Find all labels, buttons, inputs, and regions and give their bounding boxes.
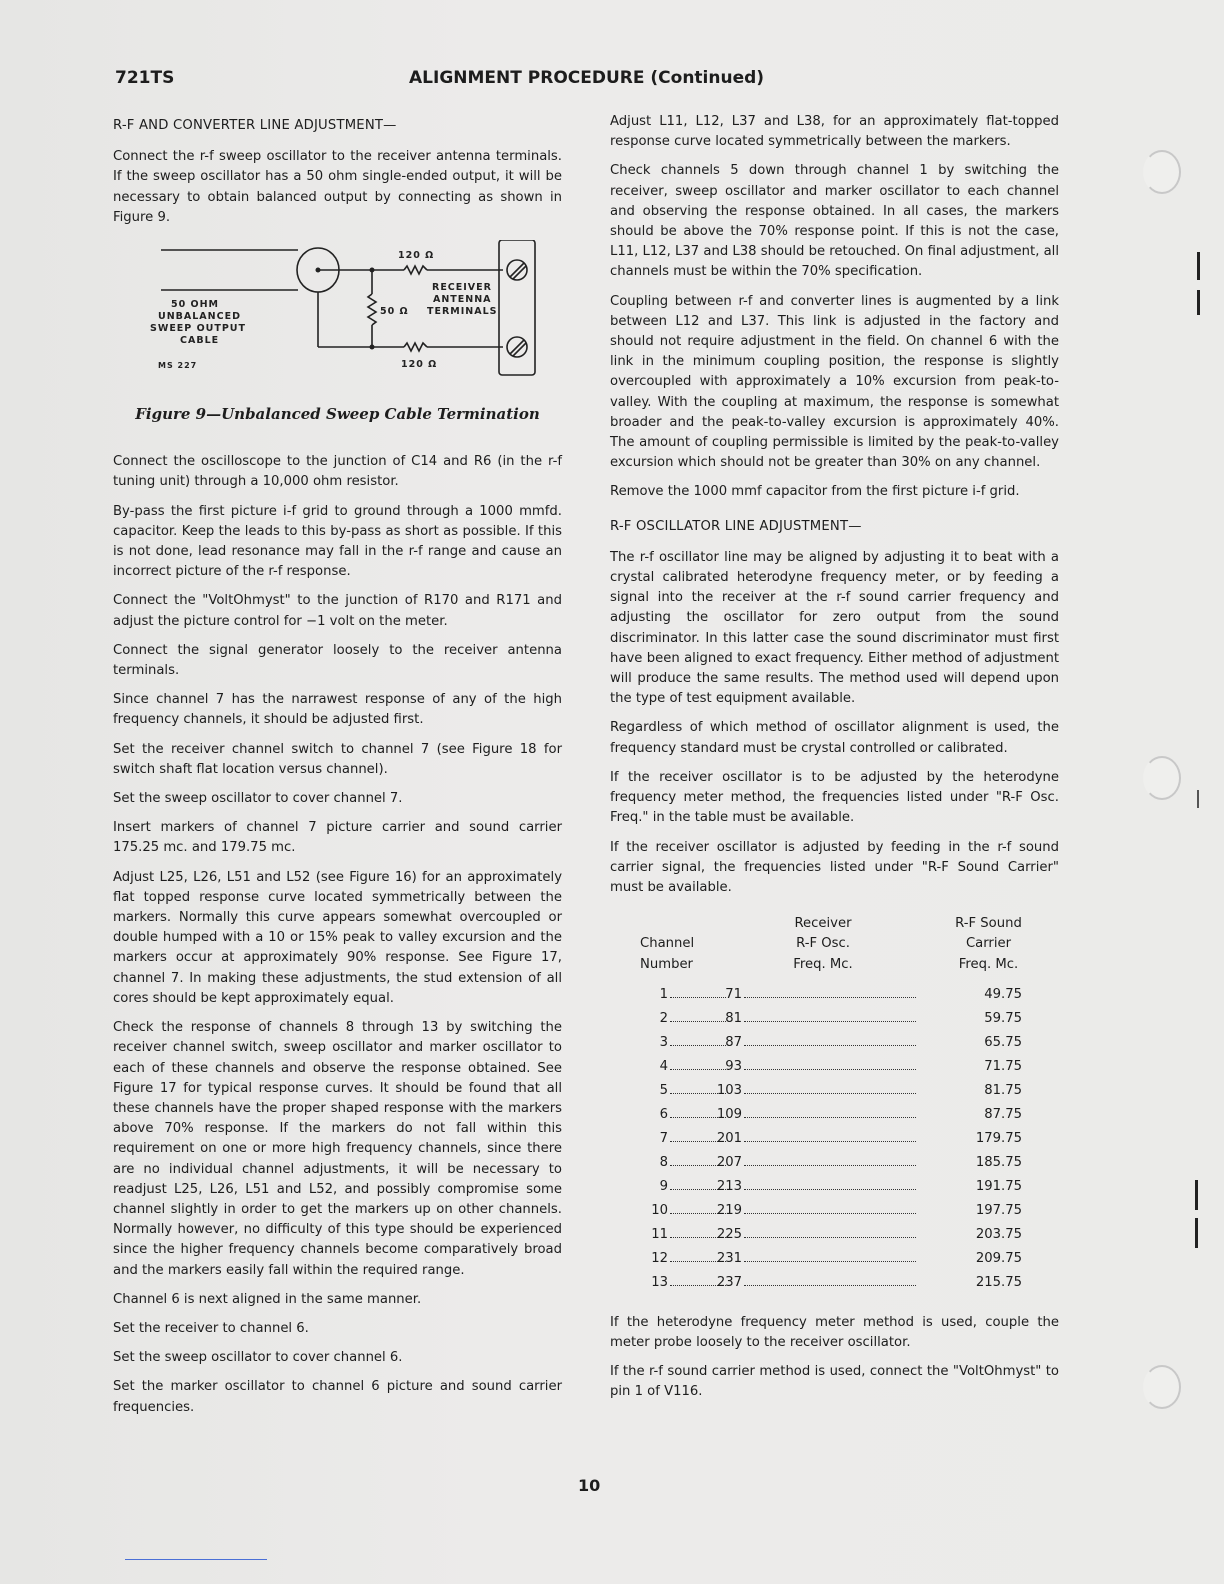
paragraph: Coupling between r-f and converter lines is augmented by a link between L12 and L37. This link is adjusted in the factory and should not require adjustment in the field. On channel 6 with the link in the minimum coupling position, the response is slightly overcoupled with approximately a 10% excursion from peak-to-valley. With the coupling at maximum, the response is somewhat broader and the peak-to-valley excursion is approximately 40%. The amount of coupling permissible is limited by the peak-to-valley excursion which should not be greater than 30% on any channel. xyxy=(610,293,1059,471)
mid-resistor-50 xyxy=(368,294,376,325)
channel-number: 4 xyxy=(659,1058,668,1074)
sound-carrier-frequency: 71.75 xyxy=(984,1058,1022,1074)
sound-carrier-frequency: 179.75 xyxy=(975,1130,1022,1146)
paragraph: Set the receiver channel switch to channel 7 (see Figure 18 for switch shaft flat location versus channel). xyxy=(113,741,562,777)
sound-carrier-frequency: 209.75 xyxy=(975,1250,1022,1266)
sound-carrier-frequency: 59.75 xyxy=(984,1010,1022,1026)
right-column xyxy=(610,112,1059,1412)
sound-carrier-frequency: 81.75 xyxy=(984,1082,1022,1098)
col-header-snd-l0: R-F Sound xyxy=(955,916,1022,932)
label-receiver: RECEIVER xyxy=(432,282,492,294)
col-header-channel-l1: Channel xyxy=(640,936,695,952)
frequency-table-body xyxy=(610,983,1059,1295)
table-row xyxy=(610,1079,1059,1103)
scan-artifact-line xyxy=(125,1559,267,1560)
sound-carrier-frequency: 215.75 xyxy=(975,1274,1022,1290)
frequency-table xyxy=(610,914,1059,1295)
paragraph: Connect the signal generator loosely to the receiver antenna terminals. xyxy=(113,642,562,679)
table-row xyxy=(610,1103,1059,1127)
paragraph: Set the sweep oscillator to cover channel 7. xyxy=(113,791,403,807)
channel-number: 1 xyxy=(659,986,668,1002)
table-row xyxy=(610,1271,1059,1295)
table-row xyxy=(610,1031,1059,1055)
figure-9-diagram xyxy=(113,240,562,400)
table-row xyxy=(610,1151,1059,1175)
binder-hole-bottom xyxy=(1143,1365,1181,1409)
osc-frequency: 103 xyxy=(716,1082,742,1098)
left-column xyxy=(113,112,562,1427)
paragraph: Check channels 5 down through channel 1 by switching the receiver, sweep oscillator and marker oscillator to each channel and observing the response obtained. In all cases, the markers should be above the 70% response point. If this is not the case, L11, L12, L37 and L38 should be retouched. On final adjustment, all channels must be within the 70% specification. xyxy=(610,163,1059,280)
sound-carrier-frequency: 191.75 xyxy=(975,1178,1022,1194)
paragraph: Connect the r-f sweep oscillator to the receiver antenna terminals. If the sweep oscillator has a 50 ohm single-ended output, it will be necessary to obtain balanced output by connecting as shown in Figure 9. xyxy=(113,149,562,225)
paragraph: The r-f oscillator line may be aligned by adjusting it to beat with a crystal calibrated heterodyne frequency meter, or by feeding a signal into the receiver at the r-f sound carrier frequency and adjusting the oscillator for zero output from the sound discriminator. In this latter case the sound discriminator must first have been aligned to exact frequency. Either method of adjustment will produce the same results. The method used will depend upon the type of test equipment available. xyxy=(610,549,1059,707)
channel-number: 2 xyxy=(659,1010,668,1026)
label-r-mid: 50 Ω xyxy=(380,306,409,318)
label-ms-code: MS 227 xyxy=(158,361,198,371)
edge-mark xyxy=(1197,790,1199,808)
channel-number: 6 xyxy=(659,1106,668,1122)
osc-frequency: 201 xyxy=(716,1130,742,1146)
osc-frequency: 219 xyxy=(716,1202,742,1218)
page-number: 10 xyxy=(578,1476,601,1495)
circuit-schematic xyxy=(113,240,562,400)
osc-frequency: 213 xyxy=(716,1178,742,1194)
edge-mark xyxy=(1197,252,1200,280)
table-row xyxy=(610,1175,1059,1199)
label-r-bottom: 120 Ω xyxy=(401,359,438,371)
channel-number: 7 xyxy=(659,1130,668,1146)
label-sweep-output: SWEEP OUTPUT xyxy=(150,323,246,335)
table-row xyxy=(610,1199,1059,1223)
paragraph: Connect the "VoltOhmyst" to the junction of R170 and R171 and adjust the picture control for −1 volt on the meter. xyxy=(113,593,562,629)
osc-frequency: 109 xyxy=(716,1106,742,1122)
channel-number: 10 xyxy=(651,1202,668,1218)
paragraph: Set the receiver to channel 6. xyxy=(113,1320,309,1336)
osc-frequency: 225 xyxy=(716,1226,742,1242)
edge-mark xyxy=(1195,1180,1198,1210)
channel-number: 13 xyxy=(651,1274,668,1290)
paragraph: Remove the 1000 mmf capacitor from the first picture i-f grid. xyxy=(610,484,1020,500)
page-title: ALIGNMENT PROCEDURE (Continued) xyxy=(409,68,765,88)
channel-number: 8 xyxy=(659,1154,668,1170)
table-row xyxy=(610,1127,1059,1151)
osc-frequency: 237 xyxy=(716,1274,742,1290)
label-antenna: ANTENNA xyxy=(433,294,492,306)
table-row xyxy=(610,1223,1059,1247)
col-header-osc-l0: Receiver xyxy=(794,916,852,932)
edge-mark xyxy=(1197,290,1200,315)
paragraph: Since channel 7 has the narrawest response of any of the high frequency channels, it should be adjusted first. xyxy=(113,692,562,728)
osc-frequency: 93 xyxy=(725,1058,742,1074)
col-header-osc-l2: Freq. Mc. xyxy=(793,956,853,972)
col-header-snd-l1: Carrier xyxy=(965,936,1012,952)
paragraph: Set the marker oscillator to channel 6 picture and sound carrier frequencies. xyxy=(113,1379,562,1415)
sound-carrier-frequency: 197.75 xyxy=(975,1202,1022,1218)
osc-frequency: 81 xyxy=(725,1010,742,1026)
sound-carrier-frequency: 49.75 xyxy=(984,986,1022,1002)
channel-number: 3 xyxy=(659,1034,668,1050)
paragraph: If the r-f sound carrier method is used, connect the "VoltOhmyst" to pin 1 of V116. xyxy=(610,1364,1059,1400)
paragraph: If the heterodyne frequency meter method is used, couple the meter probe loosely to the receiver oscillator. xyxy=(610,1314,1059,1350)
paragraph: Insert markers of channel 7 picture carrier and sound carrier 175.25 mc. and 179.75 mc. xyxy=(113,820,562,856)
label-50-ohm: 50 OHM xyxy=(171,299,220,311)
paragraph: Adjust L25, L26, L51 and L52 (see Figure 16) for an approximately flat topped response curve located symmetrically between the markers. Normally this curve appears somewhat overcoupled or double humped with a 10 or 15% peak to valley excursion and the markers occur at approximately 90% response. See Figure 17, channel 7. In making these adjustments, the stud extension of all cores should be kept approximately equal. xyxy=(113,869,562,1006)
osc-frequency: 231 xyxy=(716,1250,742,1266)
paragraph: If the receiver oscillator is to be adjusted by the heterodyne frequency meter method, the frequencies listed under "R-F Osc. Freq." in the table must be available. xyxy=(610,769,1059,826)
channel-number: 9 xyxy=(659,1178,668,1194)
paragraph: Regardless of which method of oscillator alignment is used, the frequency standard must be crystal controlled or calibrated. xyxy=(610,720,1059,756)
col-header-snd-l2: Freq. Mc. xyxy=(958,956,1019,972)
osc-frequency: 87 xyxy=(725,1034,742,1050)
col-header-osc-l1: R-F Osc. xyxy=(796,936,850,952)
table-row xyxy=(610,1055,1059,1079)
label-terminals: TERMINALS xyxy=(427,306,498,318)
table-row xyxy=(610,1007,1059,1031)
bottom-resistor-120 xyxy=(404,343,427,351)
label-cable: CABLE xyxy=(180,335,220,347)
binder-hole-middle xyxy=(1143,756,1181,800)
table-row xyxy=(610,983,1059,1007)
osc-frequency: 207 xyxy=(716,1154,742,1170)
paragraph: Check the response of channels 8 through 13 by switching the receiver channel switch, sweep oscillator and marker oscillator to each of these channels and observe the response obtained. See Figure 17 for typical response curves. It should be found that all these channels have the proper shaped response with the markers above 70% response. If the markers do not fall within this requirement on one or more high frequency channels, since there are no individual channel adjustments, it will be necessary to readjust L25, L26, L51 and L52, and possibly compromise some channel slightly in order to get the markers up on other channels. Normally however, no difficulty of this type should be experienced since the higher frequency channels become comparatively broad and the markers easily fall within the required range. xyxy=(113,1020,562,1278)
paragraph: By-pass the first picture i-f grid to ground through a 1000 mmfd. capacitor. Keep the leads to this by-pass as short as possible. If this is not done, lead resonance may fall in the r-f range and cause an incorrect picture of the r-f response. xyxy=(113,503,562,580)
edge-mark xyxy=(1195,1218,1198,1248)
sound-carrier-frequency: 65.75 xyxy=(984,1034,1022,1050)
sound-carrier-frequency: 87.75 xyxy=(984,1106,1022,1122)
figure-caption: Figure 9—Unbalanced Sweep Cable Termination xyxy=(135,405,540,424)
channel-number: 5 xyxy=(659,1082,668,1098)
paragraph: If the receiver oscillator is adjusted by feeding in the r-f sound carrier signal, the frequencies listed under "R-F Sound Carrier" must be available. xyxy=(610,839,1059,895)
osc-frequency: 71 xyxy=(725,986,742,1002)
label-r-top: 120 Ω xyxy=(398,250,435,262)
table-row xyxy=(610,1247,1059,1271)
sound-carrier-frequency: 185.75 xyxy=(975,1154,1022,1170)
channel-number: 11 xyxy=(651,1226,668,1242)
label-unbalanced: UNBALANCED xyxy=(158,311,241,323)
top-resistor-120 xyxy=(404,266,427,274)
paragraph: Adjust L11, L12, L37 and L38, for an approximately flat-topped response curve located symmetrically between the markers. xyxy=(610,114,1059,150)
sound-carrier-frequency: 203.75 xyxy=(975,1226,1022,1242)
paragraph: Channel 6 is next aligned in the same manner. xyxy=(113,1291,422,1307)
col-header-channel-l2: Number xyxy=(640,956,693,972)
section-heading-rf-converter: R-F AND CONVERTER LINE ADJUSTMENT— xyxy=(113,118,397,133)
channel-number: 12 xyxy=(651,1250,668,1266)
binder-hole-top xyxy=(1143,150,1181,194)
paragraph: Connect the oscilloscope to the junction of C14 and R6 (in the r-f tuning unit) through a 10,000 ohm resistor. xyxy=(113,454,562,490)
model-number: 721TS xyxy=(115,68,175,88)
paragraph: Set the sweep oscillator to cover channel 6. xyxy=(113,1350,403,1366)
section-heading-rf-oscillator: R-F OSCILLATOR LINE ADJUSTMENT— xyxy=(610,518,862,534)
